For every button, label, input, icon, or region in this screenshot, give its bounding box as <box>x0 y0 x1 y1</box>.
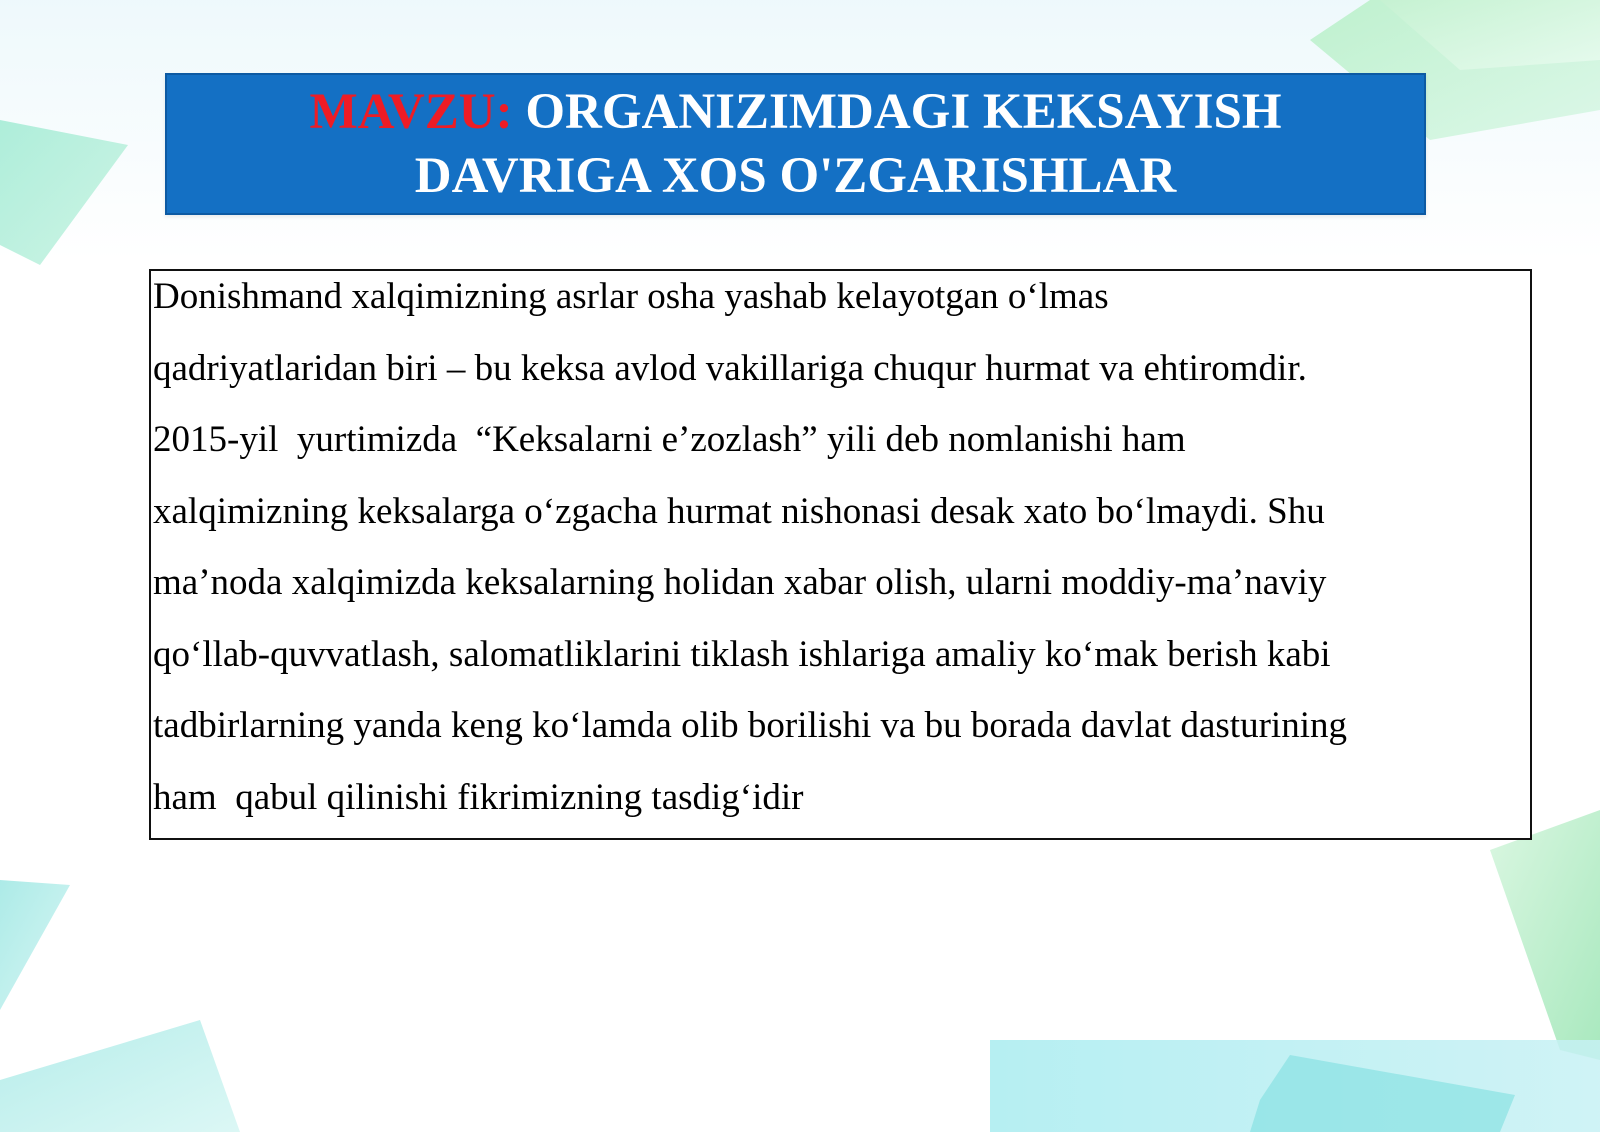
body-line-4: xalqimizning keksalarga o‘zgacha hurmat nishonasi desak xato bo‘lmaydi. Shu <box>153 490 1325 532</box>
shard-left-bottom <box>0 880 70 1010</box>
body-paragraph <box>153 261 1530 833</box>
body-line-5: ma’noda xalqimizda keksalarning holidan xabar olish, ularni moddiy-ma’naviy <box>153 562 1327 603</box>
title-prefix: MAVZU: <box>309 84 513 140</box>
slide-title <box>246 80 1346 208</box>
body-line-1: Donishmand xalqimizning asrlar osha yashab kelayotgan o‘lmas <box>153 276 1109 317</box>
body-line-3: 2015-yil yurtimizda “Keksalarni e’zozlash” yili deb nomlanishi ham <box>153 419 1186 460</box>
title-line-1: ORGANIZIMDAGI KEKSAYISH <box>525 84 1282 140</box>
shard-bottom-left <box>0 1020 240 1132</box>
body-line-2: qadriyatlaridan biri – bu keksa avlod vakillariga chuqur hurmat va ehtiromdir. <box>153 347 1307 389</box>
shard-right <box>1490 810 1600 1060</box>
title-line-2: DAVRIGA XOS O'ZGARISHLAR <box>414 148 1177 204</box>
body-line-7: tadbirlarning yanda keng ko‘lamda olib borilishi va bu borada davlat dasturining <box>153 705 1347 746</box>
body-line-8: ham qabul qilinishi fikrimizning tasdig‘idir <box>153 776 804 818</box>
title-banner <box>165 73 1426 215</box>
body-line-6: qo‘llab-quvvatlash, salomatliklarini tiklash ishlariga amaliy ko‘mak berish kabi <box>153 633 1331 675</box>
body-text-box <box>149 269 1532 840</box>
